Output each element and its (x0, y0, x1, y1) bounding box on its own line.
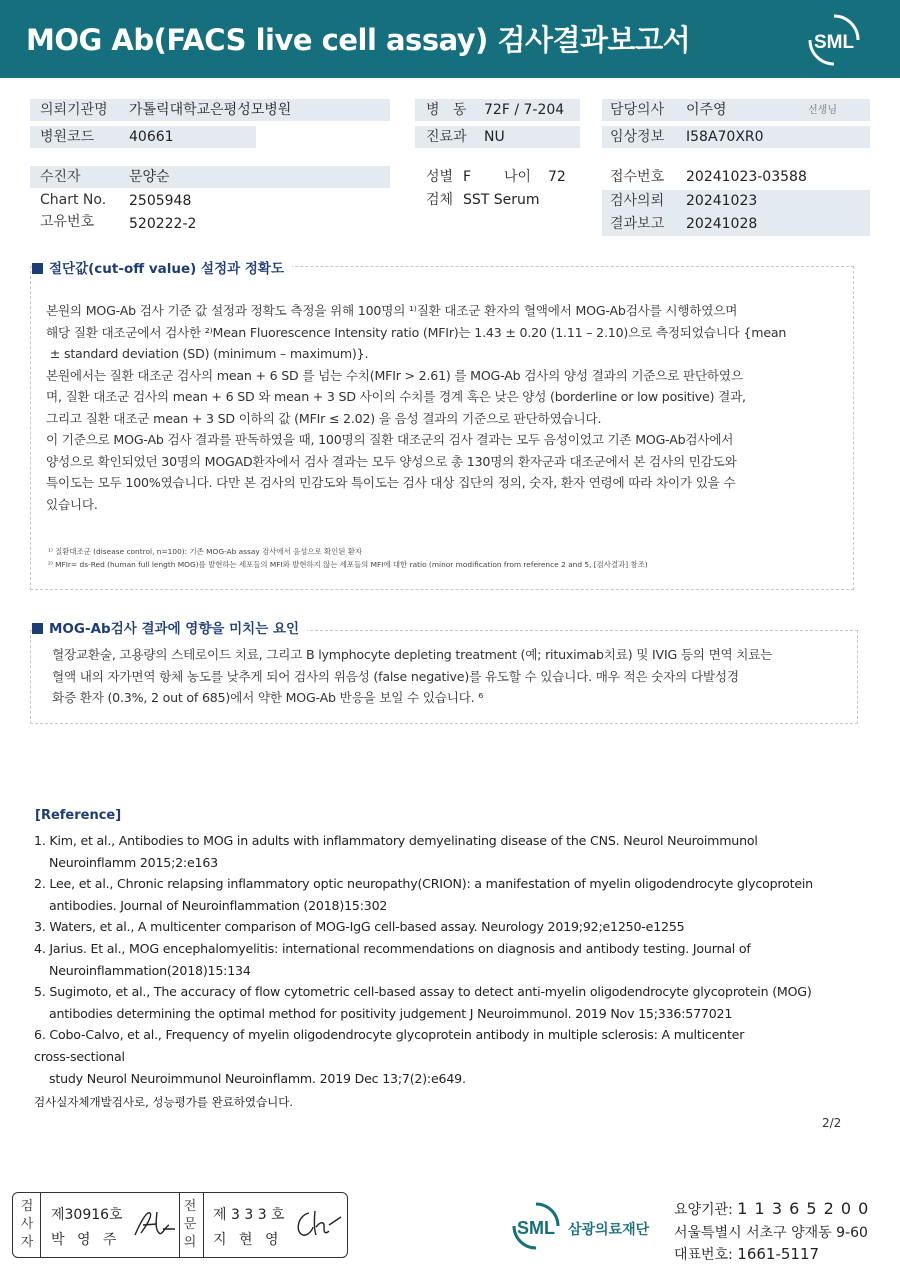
square-bullet-icon (32, 623, 43, 634)
factors-section-title: MOG-Ab검사 결과에 영향을 미치는 요인 (32, 617, 307, 637)
report-value: 20241028 (686, 216, 758, 232)
reference-list (34, 830, 864, 1089)
validation-note: 검사실자체개발검사로, 성능평가를 완료하였습니다. (34, 1095, 294, 1109)
chart-label: Chart No. (40, 192, 107, 208)
examinee-value: 문양순 (129, 169, 170, 185)
institution-label: 의뢰기관명 (40, 102, 108, 118)
specimen-label: 검체 (426, 192, 454, 208)
sex-label: 성별 (426, 169, 454, 185)
phone: 대표번호: 1661-5117 (674, 1245, 820, 1263)
svg-text:SML: SML (517, 1218, 555, 1238)
reference-item: 6. Cobo-Calvo, et al., Frequency of myelin oligodendrocyte glycoprotein antibody in multiple sclerosis: A multicenter (34, 1027, 745, 1043)
hospcode-label: 병원코드 (40, 129, 95, 145)
sml-logo-icon (804, 10, 864, 70)
svg-text:SML: SML (813, 32, 855, 53)
svg-text:삼광의료재단: 삼광의료재단 (568, 1222, 650, 1238)
institution-value: 가톨릭대학교은평성모병원 (129, 102, 292, 118)
reference-item: antibodies determining the optimal method for positivity judgement J Neuroimmunol. 2019 Nov 15;336:577021 (49, 1005, 733, 1021)
cutoff-paragraph: 본원의 MOG-Ab 검사 기준 값 설정과 정확도 측정을 위해 100명의 ¹⁾질환 대조군 환자의 혈액에서 MOG-Ab검사를 시행하였으며 해당 질환 대조군에서 검사한 ²⁾Mean Fluorescence Intensity ratio (MFIr)는 1.43 ± 0.20 (1.11 – 2.10)으로 측정되었습니다 {mean ± standard deviation (SD) (minimum – maximum)}. 본원에서는 질환 대조군 검사의 mean + 6 SD 를 넘는 수치(MFIr > 2.61) 를 MOG-Ab 검사의 양성 결과의 기준으로 판단하였으 며, 질환 대조군 검사의 mean + 6 SD 와 mean + 3 SD 사이의 수치를 경계 혹은 낮은 양성 (borderline or low positive) 결과, 그리고 질환 대조군 mean + 3 SD 이하의 값 (MFIr ≤ 2.02) 을 음성 결과의 기준으로 판단하였습니다. 이 기준으로 MOG-Ab 검사 결과를 판독하였을 때, 100명의 질환 대조군의 검사 결과는 모두 음성이었고 기존 MOG-Ab검사에서 양성으로 확인되었던 30명의 MOGAD환자에서 검사 결과는 모두 양성으로 총 130명의 환자군과 대조군에서 본 검사의 민감도와 특이도는 모두 100%였습니다. 다만 본 검사의 민감도와 특이도는 검사 대상 집단의 정의, 숫자, 환자 연령에 따라 차이가 있을 수 있습니다. (46, 303, 787, 512)
reference-item: Neuroinflamm 2015;2:e163 (49, 854, 218, 870)
cutoff-section-title: 절단값(cut-off value) 설정과 정확도 (32, 257, 292, 277)
reference-item: study Neurol Neuroimmunol Neuroinflamm. 2019 Dec 13;7(2):e649. (49, 1070, 466, 1086)
receipt-label: 접수번호 (610, 169, 665, 185)
tester-signature-icon (131, 1207, 177, 1241)
tester-label: 검사자 (20, 1199, 34, 1250)
divider (203, 1193, 204, 1257)
unique-label: 고유번호 (40, 214, 95, 230)
reference-item: antibodies. Journal of Neuroinflammation (2018)15:302 (49, 897, 388, 913)
age-label: 나이 (504, 169, 532, 185)
specialist-name: 지 현 영 (213, 1232, 283, 1248)
dept-value: NU (484, 129, 505, 145)
doctor-value: 이주영 (686, 102, 727, 118)
report-title: MOG Ab(FACS live cell assay) 검사결과보고서 (26, 23, 691, 57)
clinical-label: 임상정보 (610, 129, 665, 145)
ward-value: 72F / 7-204 (484, 102, 565, 118)
clinical-value: I58A70XR0 (686, 129, 764, 145)
ward-label: 병 동 (426, 102, 467, 118)
report-label: 결과보고 (610, 216, 665, 232)
reference-item: 1. Kim, et al., Antibodies to MOG in adults with inflammatory demyelinating disease of the CNS. Neurol Neuroimmunol (34, 833, 758, 848)
square-bullet-icon (32, 263, 43, 274)
page-number: 2/2 (822, 1116, 842, 1130)
samkwang-logo (510, 1200, 666, 1256)
specialist-license: 제 3 3 3 호 (213, 1207, 285, 1223)
receipt-value: 20241023-03588 (686, 169, 807, 185)
hospcode-value: 40661 (129, 129, 174, 145)
address: 서울특별시 서초구 양재동 9-60 (674, 1225, 868, 1241)
reference-item: cross-sectional (34, 1048, 125, 1064)
sex-value: F (463, 169, 472, 185)
dept-label: 진료과 (426, 129, 467, 145)
request-value: 20241023 (686, 193, 758, 209)
age-value: 72 (548, 169, 566, 185)
tester-license: 제30916호 (51, 1207, 123, 1223)
reference-title: [Reference] (35, 808, 122, 823)
signature-box (12, 1192, 348, 1258)
doctor-label: 담당의사 (610, 102, 665, 118)
divider (40, 1193, 41, 1257)
sml-logo-icon (510, 1200, 666, 1256)
factors-paragraph: 혈장교환술, 고용량의 스테로이드 치료, 그리고 B lymphocyte depleting treatment (예; rituximab치료) 및 IVIG 등의 면역 치료는 혈액 내의 자가면역 항체 농도를 낮추게 되어 검사의 위음성 (false negative)를 유도할 수 있습니다. 매우 적은 숫자의 다발성경 화증 환자 (0.3%, 2 out of 685)에서 약한 MOG-Ab 반응을 보일 수 있습니다. ⁶ (52, 647, 773, 705)
institution-code: 요양기관: 1 1 3 6 5 2 0 0 (674, 1199, 870, 1218)
chart-value: 2505948 (129, 193, 192, 209)
unique-value: 520222-2 (129, 216, 197, 232)
request-label: 검사의뢰 (610, 193, 665, 209)
footnote-1: ¹⁾ 질환대조군 (disease control, n=100): 기존 MOG-Ab assay 검사에서 음성으로 확인된 환자 (48, 547, 362, 556)
reference-item: 4. Jarius. Et al., MOG encephalomyelitis: international recommendations on diagnosis and antibody testing. Journal of (34, 940, 751, 956)
tester-name: 박 영 주 (51, 1232, 121, 1248)
footnote-2: ²⁾ MFIr= ds-Red (human full length MOG)를 발현하는 세포들의 MFI와 발현하지 않는 세포들의 MFI에 대한 ratio (minor modification from reference 2 and 5, [검사결과] 참조) (48, 560, 648, 569)
reference-item: Neuroinflammation(2018)15:134 (49, 962, 251, 978)
examinee-row (30, 166, 390, 188)
reference-item: 5. Sugimoto, et al., The accuracy of flow cytometric cell-based assay to detect anti-myelin oligodendrocyte glycoprotein (MOG) (34, 984, 812, 1000)
report-header (0, 0, 900, 78)
reference-item: 3. Waters, et al., A multicenter comparison of MOG-IgG cell-based assay. Neurology 2019;92;e1250-e1255 (34, 919, 685, 935)
divider (179, 1193, 180, 1257)
reference-item: 2. Lee, et al., Chronic relapsing inflammatory optic neuropathy(CRION): a manifestation of myelin oligodendrocyte glycoprotein (34, 876, 813, 892)
specialist-label: 전문의 (183, 1199, 197, 1250)
specimen-value: SST Serum (463, 192, 540, 208)
examinee-label: 수진자 (40, 169, 81, 185)
specialist-signature-icon (293, 1207, 343, 1241)
doctor-suffix: 선생님 (808, 105, 837, 116)
